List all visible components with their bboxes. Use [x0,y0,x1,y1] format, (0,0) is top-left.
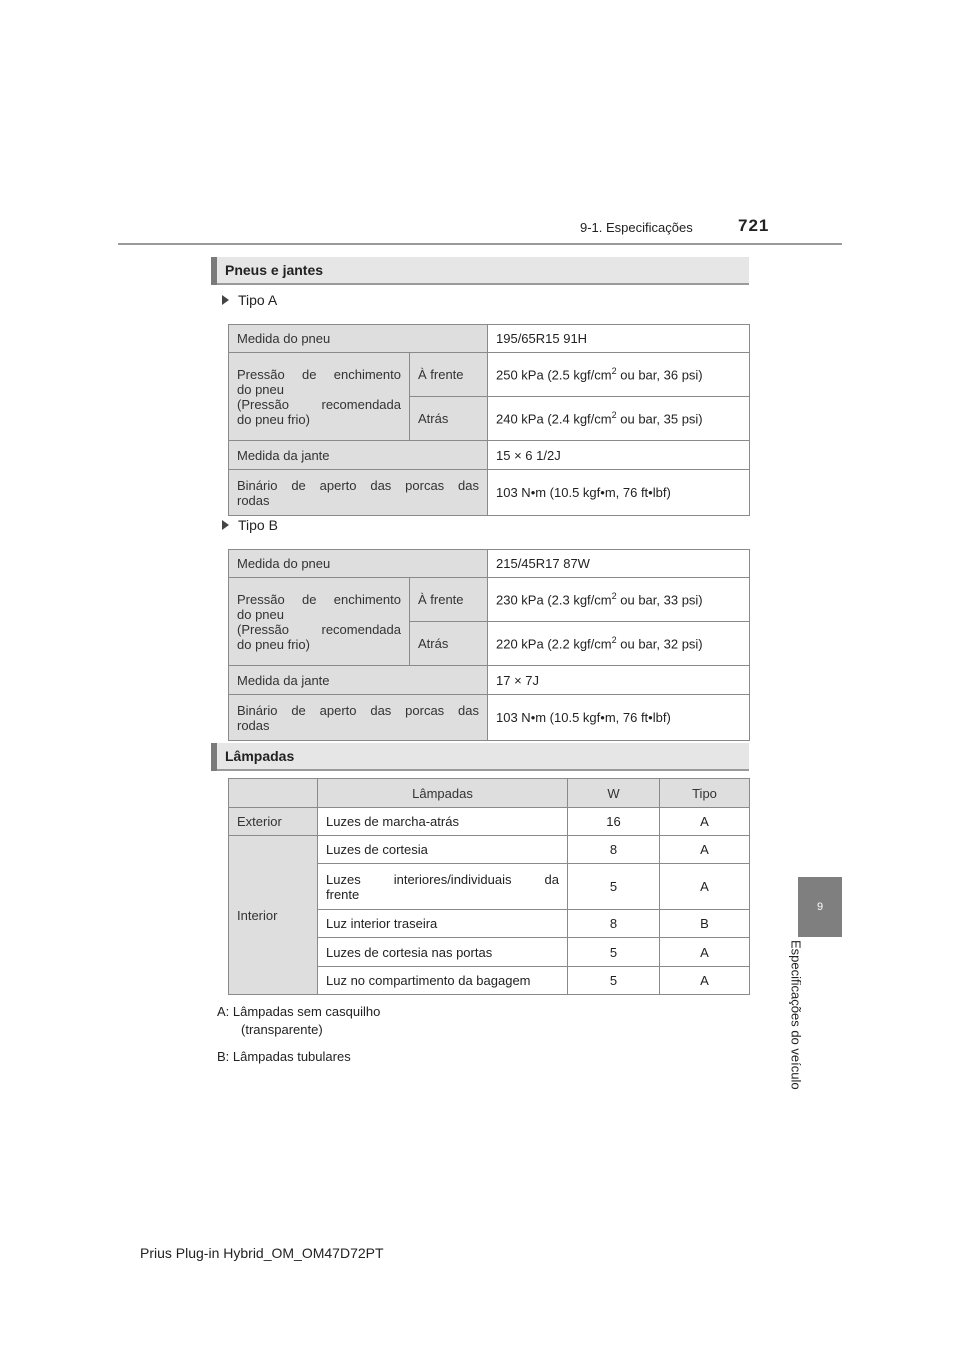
table-row [229,695,750,741]
bulbs-table [228,778,750,995]
bulb-name-line: Luzes interiores/individuais da [326,871,559,887]
group-exterior: Exterior [229,808,318,836]
section-title: 9-1. Especificações [580,220,693,235]
tire-size-label: Medida do pneu [229,550,488,578]
front-pressure [488,578,750,622]
section-heading-bulbs [211,743,749,771]
pressure-label [229,353,410,441]
table-row [229,325,750,353]
bulb-type: A [660,864,750,910]
table-row [229,353,750,397]
tire-table-b [228,549,750,741]
pressure-label-line: (Pressão recomendada [237,396,401,412]
bulb-w: 16 [568,808,660,836]
rear-pressure-suffix: ou bar, 35 psi) [616,411,703,427]
pressure-label-line: (Pressão recomendada [237,621,401,637]
header-bulbs: Lâmpadas [318,779,568,808]
bulb-name: Luzes de marcha-atrás [318,808,568,836]
section-heading-text: Lâmpadas [225,748,295,764]
chapter-tab [798,877,842,937]
torque-label [229,695,488,741]
bulb-type: B [660,910,750,938]
table-row [229,550,750,578]
header-rule [118,243,842,245]
bulb-type: A [660,938,750,967]
front-pressure-suffix: ou bar, 33 psi) [616,592,703,608]
table-row [229,666,750,695]
tire-size-label: Medida do pneu [229,325,488,353]
header-type: Tipo [660,779,750,808]
front-pressure-value: 250 kPa (2.5 kgf/cm [496,367,612,383]
front-label: À frente [410,578,488,622]
section-heading-marker [211,257,217,285]
torque-value: 103 N•m (10.5 kgf•m, 76 ft•lbf) [488,695,750,741]
rear-label: Atrás [410,622,488,666]
rear-pressure-value: 220 kPa (2.2 kgf/cm [496,636,612,652]
note-a: A: Lâmpadas sem casquilho [217,1004,381,1019]
section-heading-marker [211,743,217,771]
unit-superscript: 2 [611,410,617,421]
page-number: 721 [738,216,770,235]
triangle-bullet-icon [222,520,229,530]
pressure-label-line: do pneu [237,381,284,397]
torque-label [229,470,488,516]
document-footer: Prius Plug-in Hybrid_OM_OM47D72PT [140,1245,384,1261]
torque-label-line: Binário de aperto das porcas das [237,477,479,493]
front-label: À frente [410,353,488,397]
bulb-name: Luzes de cortesia [318,836,568,864]
rear-pressure-value: 240 kPa (2.4 kgf/cm [496,411,612,427]
table-row [229,578,750,622]
pressure-label-line: Pressão de enchimento [237,366,401,382]
rear-pressure [488,622,750,666]
type-a-label [222,292,277,308]
bulb-w: 8 [568,910,660,938]
table-row [229,836,750,864]
chapter-label [776,940,816,1120]
table-row [229,470,750,516]
bulb-w: 5 [568,938,660,967]
header-w: W [568,779,660,808]
wheel-size-value: 17 × 7J [488,666,750,695]
tire-table-a [228,324,750,516]
bulb-name-line: frente [326,886,360,902]
rear-pressure [488,397,750,441]
bulb-w: 8 [568,836,660,864]
front-pressure-value: 230 kPa (2.3 kgf/cm [496,592,612,608]
bulb-type: A [660,836,750,864]
pressure-label-line: Pressão de enchimento [237,591,401,607]
torque-label-line: rodas [237,492,270,508]
bulb-name: Luzes de cortesia nas portas [318,938,568,967]
pressure-label-line: do pneu frio) [237,636,310,652]
wheel-size-label: Medida da jante [229,666,488,695]
section-heading-text: Pneus e jantes [225,262,324,278]
note-b: B: Lâmpadas tubulares [217,1049,351,1064]
bulb-name: Luz interior traseira [318,910,568,938]
note-a-continued: (transparente) [241,1022,323,1037]
triangle-bullet-icon [222,295,229,305]
wheel-size-value: 15 × 6 1/2J [488,441,750,470]
bulb-w: 5 [568,967,660,995]
section-heading-tires [211,257,749,285]
chapter-label-text: Especificações do veículo [788,940,804,1090]
unit-superscript: 2 [611,591,617,602]
pressure-label-line: do pneu frio) [237,411,310,427]
pressure-label [229,578,410,666]
group-interior: Interior [229,836,318,995]
type-b-label [222,517,278,533]
unit-superscript: 2 [611,366,617,377]
pressure-label-line: do pneu [237,606,284,622]
bulb-name [318,864,568,910]
type-b-label-text: Tipo B [238,517,278,533]
unit-superscript: 2 [611,635,617,646]
torque-value: 103 N•m (10.5 kgf•m, 76 ft•lbf) [488,470,750,516]
bulb-name: Luz no compartimento da bagagem [318,967,568,995]
chapter-number: 9 [816,901,824,913]
rear-pressure-suffix: ou bar, 32 psi) [616,636,703,652]
rear-label: Atrás [410,397,488,441]
table-row [229,808,750,836]
bulb-type: A [660,967,750,995]
tire-size-value: 195/65R15 91H [488,325,750,353]
torque-label-line: rodas [237,717,270,733]
bulb-type: A [660,808,750,836]
torque-label-line: Binário de aperto das porcas das [237,702,479,718]
header-blank [229,779,318,808]
bulb-w: 5 [568,864,660,910]
tire-size-value: 215/45R17 87W [488,550,750,578]
front-pressure-suffix: ou bar, 36 psi) [616,367,703,383]
table-row [229,779,750,808]
wheel-size-label: Medida da jante [229,441,488,470]
table-row [229,441,750,470]
type-a-label-text: Tipo A [238,292,278,308]
front-pressure [488,353,750,397]
